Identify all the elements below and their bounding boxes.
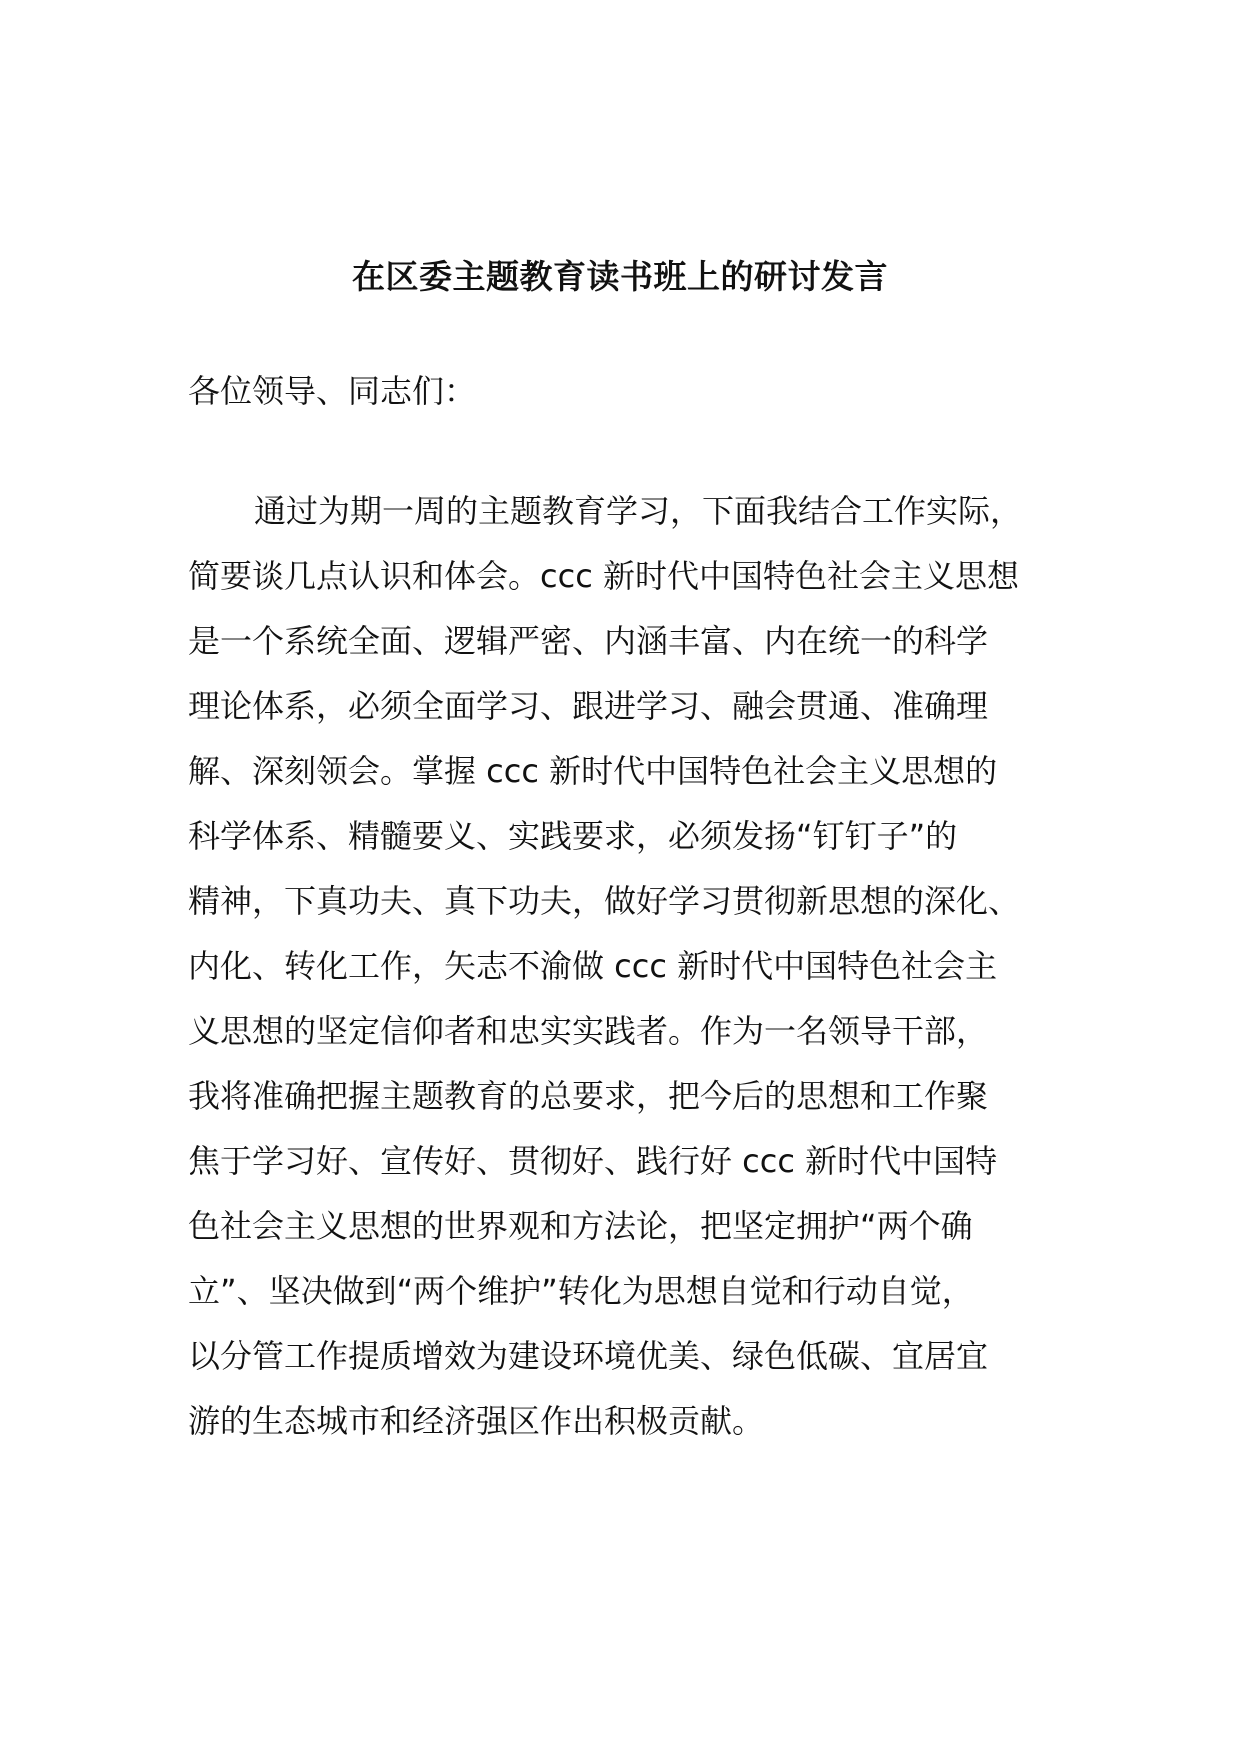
body-line: 精神，下真功夫、真下功夫，做好学习贯彻新思想的深化、 bbox=[188, 882, 1021, 920]
body-line: 科学体系、精髓要义、实践要求，必须发扬“钉钉子”的 bbox=[188, 817, 958, 855]
body-paragraph bbox=[188, 479, 1058, 1454]
body-line: 内化、转化工作，矢志不渝做 ccc 新时代中国特色社会主 bbox=[188, 947, 998, 985]
body-line: 焦于学习好、宣传好、贯彻好、践行好 ccc 新时代中国特 bbox=[188, 1142, 998, 1180]
document-title: 在区委主题教育读书班上的研讨发言 bbox=[352, 257, 888, 296]
body-line: 是一个系统全面、逻辑严密、内涵丰富、内在统一的科学 bbox=[188, 622, 989, 660]
body-line: 游的生态城市和经济强区作出积极贡献。 bbox=[188, 1402, 765, 1440]
body-line: 简要谈几点认识和体会。ccc 新时代中国特色社会主义思想 bbox=[188, 557, 1019, 595]
body-line: 色社会主义思想的世界观和方法论，把坚定拥护“两个确 bbox=[188, 1207, 973, 1245]
body-line: 我将准确把握主题教育的总要求，把今后的思想和工作聚 bbox=[188, 1077, 989, 1115]
body-line: 理论体系，必须全面学习、跟进学习、融会贯通、准确理 bbox=[188, 687, 989, 725]
body-line: 解、深刻领会。掌握 ccc 新时代中国特色社会主义思想的 bbox=[188, 752, 998, 790]
body-line: 立”、坚决做到“两个维护”转化为思想自觉和行动自觉， bbox=[188, 1272, 974, 1310]
body-line: 通过为期一周的主题教育学习，下面我结合工作实际， bbox=[254, 492, 1023, 530]
body-line: 义思想的坚定信仰者和忠实实践者。作为一名领导干部， bbox=[188, 1012, 989, 1050]
body-line: 以分管工作提质增效为建设环境优美、绿色低碳、宜居宜 bbox=[188, 1337, 989, 1375]
salutation: 各位领导、同志们： bbox=[188, 372, 477, 410]
